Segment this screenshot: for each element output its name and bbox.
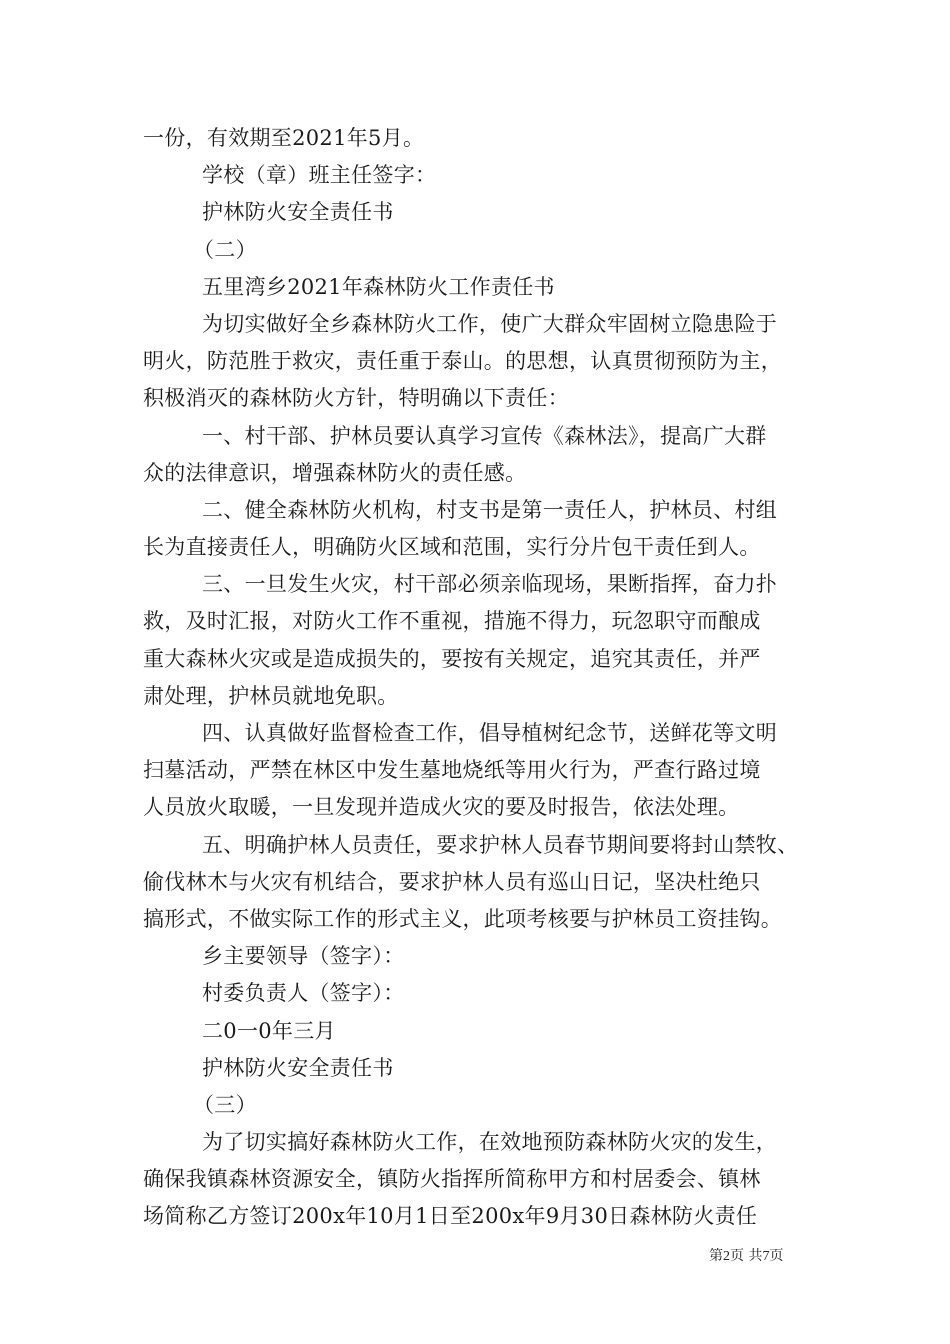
paragraph-line: 偷伐林木与火灾有机结合，要求护林人员有巡山日记，坚决杜绝只 [143, 869, 761, 894]
paragraph-line: 一、村干部、护林员要认真学习宣传《森林法》，提高广大群 [202, 423, 767, 448]
current-page-number: 2 [723, 1249, 730, 1264]
footer-prefix: 第 [709, 1248, 723, 1264]
section-title: 护林防火安全责任书 [202, 1055, 394, 1080]
section-title: 护林防火安全责任书 [202, 200, 394, 225]
paragraph-line: 救，及时汇报，对防火工作不重视，措施不得力，玩忽职守而酿成 [143, 609, 761, 634]
paragraph-line: 三、一旦发生火灾，村干部必须亲临现场，果断指挥，奋力扑 [202, 572, 778, 597]
paragraph-line: 为切实做好全乡森林防火工作，使广大群众牢固树立隐患险于 [202, 311, 778, 336]
text-line: 一份，有效期至2021年5月。 [143, 126, 425, 150]
paragraph-line: 二、健全森林防火机构，村支书是第一责任人，护林员、村组 [202, 497, 778, 522]
date-line: 二0一0年三月 [202, 1018, 336, 1043]
section-number: （三） [193, 1092, 257, 1117]
signature-line-village: 村委负责人（签字）： [202, 981, 405, 1006]
footer-suffix: 页 [769, 1248, 784, 1264]
document-title: 五里湾乡2021年森林防火工作责任书 [202, 274, 555, 299]
paragraph-line: 五、明确护林人员责任，要求护林人员春节期间要将封山禁牧、 [202, 832, 799, 857]
paragraph-line: 四、认真做好监督检查工作，倡导植树纪念节，送鲜花等文明 [202, 721, 778, 745]
paragraph-line: 场简称乙方签订200x年10月1日至200x年9月30日森林防火责任 [143, 1204, 758, 1229]
page-footer [709, 1247, 783, 1266]
paragraph-line: 扫墓活动，严禁在林区中发生墓地烧纸等用火行为，严查行路过境 [143, 758, 761, 783]
paragraph-line: 搞形式，不做实际工作的形式主义，此项考核要与护林员工资挂钩。 [143, 906, 782, 931]
paragraph-line: 确保我镇森林资源安全，镇防火指挥所简称甲方和村居委会、镇林 [143, 1167, 761, 1192]
paragraph-line: 众的法律意识，增强森林防火的责任感。 [143, 460, 527, 485]
paragraph-line: 明火，防范胜于救灾，责任重于泰山。的思想，认真贯彻预防为主， [143, 349, 782, 374]
paragraph-line: 为了切实搞好森林防火工作，在效地预防森林防火灾的发生， [202, 1130, 778, 1155]
total-page-number: 7 [762, 1249, 770, 1264]
footer-middle: 页 共 [730, 1248, 763, 1264]
paragraph-line: 人员放火取暖，一旦发现并造成火灾的要及时报告，依法处理。 [143, 795, 740, 820]
paragraph-line: 积极消灭的森林防火方针，特明确以下责任： [143, 386, 569, 411]
paragraph-line: 重大森林火灾或是造成损失的，要按有关规定，追究其责任，并严 [143, 646, 761, 671]
document-body [143, 120, 823, 1236]
paragraph-line: 长为直接责任人，明确防火区域和范围，实行分片包干责任到人。 [143, 535, 761, 560]
paragraph-line: 肃处理，护林员就地免职。 [143, 683, 399, 708]
signature-line-school: 学校（章）班主任签字： [202, 163, 437, 188]
section-number: （二） [193, 237, 257, 262]
signature-line-township: 乡主要领导（签字）： [202, 944, 405, 969]
